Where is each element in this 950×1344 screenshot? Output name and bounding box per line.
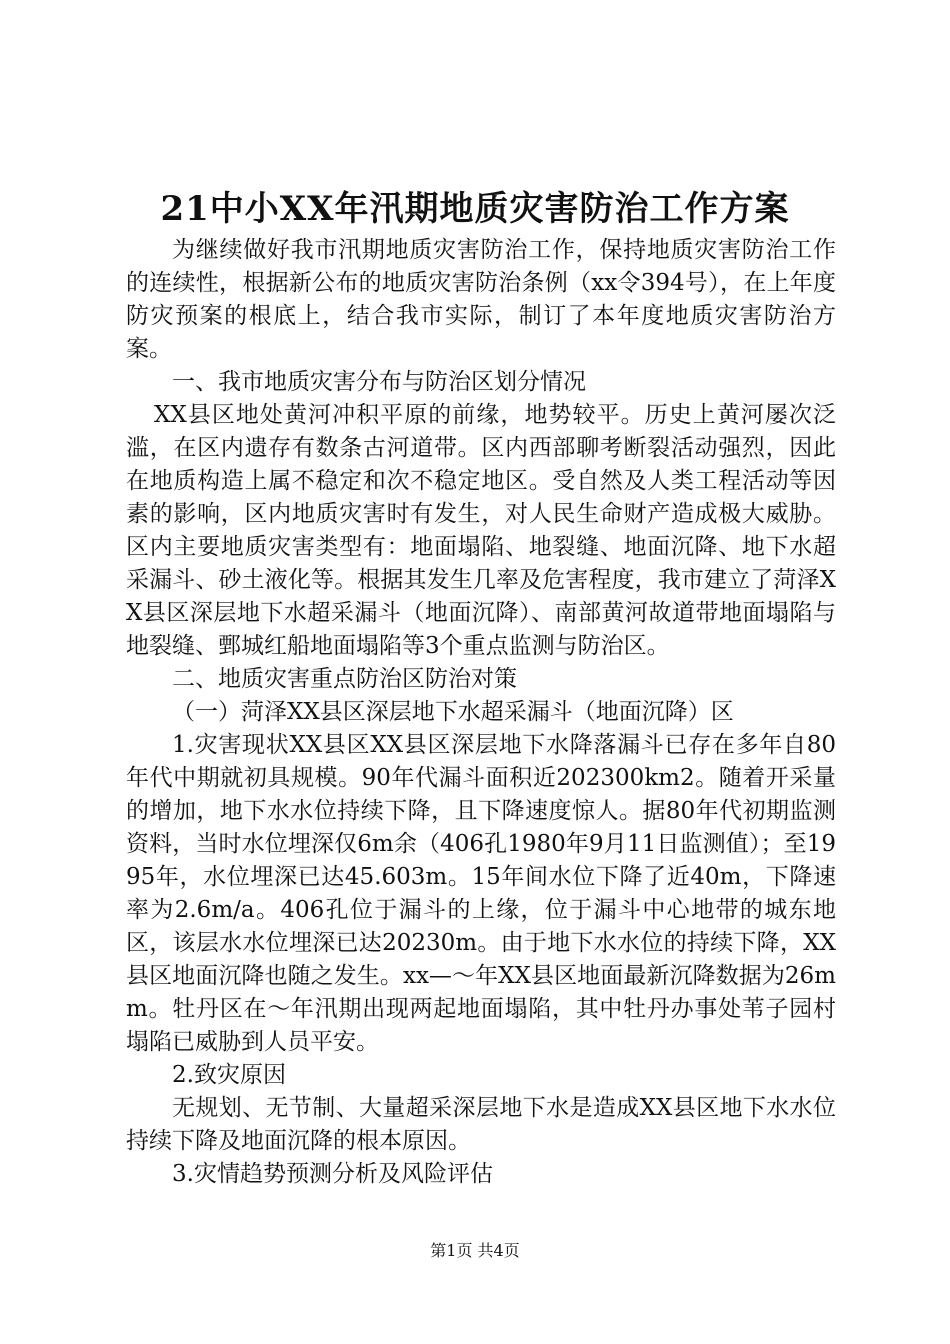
cause-paragraph: 无规划、无节制、大量超采深层地下水是造成XX县区地下水水位持续下降及地面沉降的根本原因。 — [126, 1095, 836, 1154]
page-footer: 第1页 共4页 — [430, 1241, 520, 1260]
distribution-paragraph: XX县区地处黄河冲积平原的前缘，地势较平。历史上黄河屡次泛滥，在区内遗存有数条古河道带。区内西部聊考断裂活动强烈，因此在地质构造上属不稳定和次不稳定地区。受自然及人类工程活动等因素的影响，区内地质灾害时有发生，对人民生命财产造成极大威胁。区内主要地质灾害类型有：地面塌陷、地裂缝、地面沉降、地下水超采漏斗、砂土液化等。根据其发生几率及危害程度，我市建立了菏泽XX县区深层地下水超采漏斗（地面沉降）、南部黄河故道带地面塌陷与地裂缝、鄄城红船地面塌陷等3个重点监测与防治区。 — [126, 402, 836, 659]
cause-heading: 2.致灾原因 — [172, 1062, 286, 1088]
intro-paragraph: 为继续做好我市汛期地质灾害防治工作，保持地质灾害防治工作的连续性，根据新公布的地质灾害防治条例（xx令394号），在上年度防灾预案的根底上，结合我市实际，制订了本年度地质灾害防治方案。 — [126, 237, 836, 362]
document-body — [126, 234, 836, 1191]
status-paragraph: 1.灾害现状XX县区XX县区深层地下水降落漏斗已存在多年自80年代中期就初具规模。90年代漏斗面积近202300km2。随着开采量的增加，地下水水位持续下降，且下降速度惊人。据80年代初期监测资料，当时水位埋深仅6m余（406孔1980年9月11日监测值）；至1995年，水位埋深已达45.603m。15年间水位下降了近40m，下降速率为2.6m/a。406孔位于漏斗的上缘，位于漏斗中心地带的城东地区，该层水水位埋深已达20230m。由于地下水水位的持续下降，XX县区地面沉降也随之发生。xx—～年XX县区地面最新沉降数据为26mm。牡丹区在～年汛期出现两起地面塌陷，其中牡丹办事处苇子园村塌陷已威胁到人员平安。 — [126, 732, 836, 1055]
document-title: 21中小XX年汛期地质灾害防治工作方案 — [160, 189, 790, 229]
trend-heading: 3.灾情趋势预测分析及风险评估 — [172, 1161, 493, 1187]
section-heading-1: 一、我市地质灾害分布与防治区划分情况 — [172, 369, 586, 395]
subsection-heading-1: （一）菏泽XX县区深层地下水超采漏斗（地面沉降）区 — [172, 699, 734, 725]
section-heading-2: 二、地质灾害重点防治区防治对策 — [172, 666, 517, 692]
